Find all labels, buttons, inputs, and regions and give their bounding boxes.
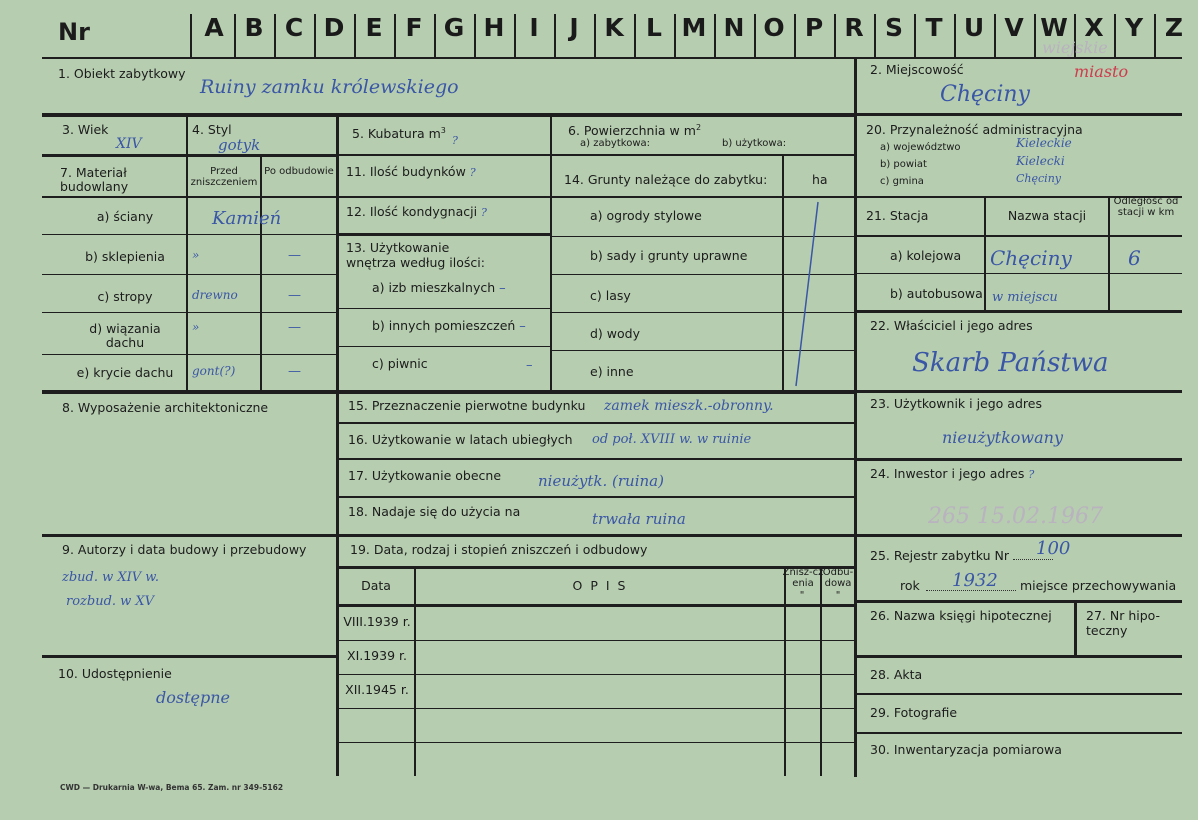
ksiega-label: 26. Nazwa księgi hipotecznej [870,608,1052,623]
rule-21c [856,273,1182,274]
wyposazenie-label: 8. Wyposażenie architektoniczne [62,400,269,415]
material-after-value: — [288,320,301,335]
zniszczenia-date: VIII.1939 r. [343,614,411,629]
vline-26-27 [1074,600,1077,658]
letter-c: C [284,13,304,42]
material-label: 7. Materiał budowlany [60,165,129,194]
letter-e: E [365,13,383,42]
grunty-row-label: e) inne [590,364,634,379]
letter-divider [554,14,556,58]
material-after-value: — [288,364,301,379]
letter-b: B [244,13,264,42]
lata-value: od poł. XVIII w. w ruinie [592,432,752,447]
wlasciciel-label: 22. Właściciel i jego adres [870,318,1033,333]
letter-v: V [1004,13,1024,42]
letter-divider [434,14,436,58]
rule-26 [856,600,1182,603]
kolejowa-dist: 6 [1128,246,1141,270]
date-col-head: Data [361,578,391,593]
inwestor-label: 24. Inwestor i jego adres ? [870,466,1035,481]
zniszczenia-row-rule [338,708,854,709]
grunty-unit: ha [812,172,828,187]
inwestor-pencil: 265 15.02.1967 [928,504,1103,529]
grunty-row-label: c) lasy [590,288,631,303]
letter-divider [354,14,356,58]
letter-y: Y [1124,13,1144,42]
pomieszczenia-label: b) innych pomieszczeń – [372,318,526,334]
autorzy-label: 9. Autorzy i data budowy i przebudowy [62,542,307,557]
stacja-label: 21. Stacja [866,208,929,223]
letter-divider [794,14,796,58]
letter-n: N [723,13,745,42]
wiek-value: XIV [116,136,142,152]
kolejowa-name: Chęciny [990,246,1072,270]
budynki-label: 11. Ilość budynków ? [346,164,476,179]
od-col-quote: " [835,590,841,601]
rule-row9 [42,534,854,537]
rule-row3c [550,154,854,156]
material-row-rule [42,312,336,313]
gmina-value: Chęciny [1016,172,1061,185]
zniszczenia-row-rule [338,742,854,743]
rule-row2-right [856,113,1182,116]
grunty-row-label: a) ogrody stylowe [590,208,702,223]
rule-21b [856,235,1182,237]
grunty-row-label: d) wody [590,326,640,341]
letter-divider [714,14,716,58]
autobusowa-name: w miejscu [992,290,1058,305]
rule-29 [856,693,1182,695]
kolejowa-label: a) kolejowa [890,248,962,263]
lata-label: 16. Użytkowanie w latach ubiegłych [348,432,573,447]
letter-u: U [963,13,985,42]
zniszczenia-row-rule [338,640,854,641]
rule-23 [856,390,1182,393]
letter-divider [1034,14,1036,58]
rule-row4 [42,196,336,198]
vline-col4 [854,57,857,777]
gmina-label: c) gmina [880,176,924,187]
letter-o: O [763,13,785,42]
letter-x: X [1084,13,1104,42]
styl-value: gotyk [218,136,261,154]
udostepnienie-value: dostępne [156,688,230,707]
letter-divider [314,14,316,58]
styl-label: 4. Styl [192,122,232,137]
uzytkownik-value: nieużytkowany [942,428,1063,447]
letter-divider [634,14,636,58]
vline-col3 [550,116,552,390]
letter-f: F [405,13,423,42]
letter-divider [234,14,236,58]
printer-footer: CWD — Drukarnia W-wa, Bema 65. Zam. nr 349-5162 [60,783,284,792]
material-row-rule [42,354,336,355]
letter-h: H [483,13,505,42]
letter-d: D [323,13,345,42]
letter-divider [954,14,956,58]
letter-a: A [204,13,224,42]
rule-13a [336,308,550,309]
fotografie-label: 29. Fotografie [870,705,958,720]
rule-row10 [42,655,336,658]
obiekt-value: Ruiny zamku królewskiego [200,76,459,98]
uzytkownik-label: 23. Użytkownik i jego adres [870,396,1042,411]
letter-k: K [604,13,624,42]
rule-row3 [42,154,336,157]
rejestr-rok: 1932 [952,570,998,591]
rule-13b [336,346,550,347]
autobusowa-label: b) autobusowa [890,286,983,301]
letter-divider [994,14,996,58]
izby-label: a) izb mieszkalnych – [372,280,506,296]
letter-m: M [681,13,707,42]
zniszczenia-row-rule [338,674,854,675]
powierzchnia-a: a) zabytkowa: [580,138,650,149]
letter-z: Z [1164,13,1184,42]
rule-30 [856,732,1182,734]
rule-12 [336,233,550,236]
miejscowosc-label: 2. Miejscowość [870,62,964,77]
wojewodztwo-value: Kieleckie [1016,136,1072,150]
material-row-label: c) stropy [97,289,153,304]
material-after-value: — [288,248,301,263]
powiat-value: Kielecki [1016,154,1065,168]
rule-17 [336,458,854,460]
autorzy-line2: rozbud. w XV [66,594,155,609]
uzytkowanie-wnetrza-label: 13. Użytkowanie wnętrza według ilości: [346,240,485,270]
grunty-label: 14. Grunty należące do zabytku: [564,172,768,187]
rule-28 [856,655,1182,658]
rule-24 [856,458,1182,461]
letter-divider [474,14,476,58]
powiat-label: b) powiat [880,159,927,170]
zniszczenia-date: XI.1939 r. [347,648,407,663]
letter-divider [834,14,836,58]
miejscowosc-note: miasto [1074,62,1129,81]
letter-divider [874,14,876,58]
rejestr-place-label: miejsce przechowywania [1020,578,1177,593]
obiekt-label: 1. Obiekt zabytkowy [58,66,186,81]
letter-w: W [1040,13,1068,42]
material-before-value: gont(?) [192,364,236,378]
letter-divider [1154,14,1156,58]
material-after-value: — [288,288,301,303]
rule-top [42,57,1182,59]
wiek-label: 3. Wiek [62,122,109,137]
wojewodztwo-label: a) województwo [880,142,961,153]
material-row-rule [42,274,336,275]
kubatura-label: 5. Kubatura $m^3$ [352,126,446,142]
letter-divider [594,14,596,58]
rule-16 [336,422,854,424]
nr-label: Nr [58,18,90,46]
przeznaczenie-value: zamek mieszk.-obronny. [604,398,774,414]
material-row-label: e) krycie dachu [76,365,174,380]
przynaleznosc-label: 20. Przynależność administracyjna [866,122,1083,137]
rule-19-body [336,604,854,607]
obecne-label: 17. Użytkowanie obecne [348,468,502,483]
rule-25 [856,534,1182,537]
material-before-value: Kamień [212,208,282,229]
rule-row8 [42,390,854,394]
material-col-before: Przed zniszczeniem [190,166,258,188]
letter-divider [674,14,676,58]
letter-l: L [646,13,662,42]
hipoteczny-label: 27. Nr hipo-teczny [1086,608,1161,638]
od-col-head: Odbu-dowa [822,567,854,589]
annotation-wiejskie: wiejskie [1042,38,1108,57]
kubatura-value: ? [452,134,458,147]
material-col-after: Po odbudowie [264,166,334,177]
powierzchnia-label: 6. Powierzchnia w $m^2$ [568,123,702,139]
rejestr-label: 25. Rejestr zabytku Nr [870,548,1053,563]
stacja-dist-col: Odległość od stacji w km [1113,196,1179,218]
rule-row3b [336,154,550,156]
vline-19-date [414,566,416,776]
rule-18 [336,496,854,498]
letter-j: J [569,13,579,42]
material-row-label: d) wiązania dachu [89,321,161,350]
przeznaczenie-label: 15. Przeznaczenie pierwotne budynku [348,398,586,413]
rule-row2 [42,113,854,117]
inwentaryzacja-label: 30. Inwentaryzacja pomiarowa [870,742,1062,757]
letter-r: R [844,13,864,42]
vline-wiek-styl [186,116,188,156]
letter-divider [514,14,516,58]
rule-11 [336,196,550,198]
letter-p: P [804,13,824,42]
zniszczenia-date: XII.1945 r. [345,682,409,697]
zn-col-quote: " [799,590,805,601]
material-row-label: b) sklepienia [85,249,165,264]
nadaje-value: trwała ruina [592,510,686,528]
udostepnienie-label: 10. Udostępnienie [58,666,172,681]
material-row-rule [42,234,336,235]
letter-divider [394,14,396,58]
letter-i: I [529,13,539,42]
miejscowosc-value: Chęciny [940,82,1030,107]
piwnice-label: c) piwnic [372,356,428,371]
letter-t: T [925,13,943,42]
grunty-ha-mark [782,198,854,390]
rule-22 [856,310,1182,313]
rejestr-rok-label: rok [900,578,920,593]
material-before-value: » [192,320,200,334]
material-before-value: drewno [192,288,238,302]
zn-col-head: Znisz-czenia [782,567,824,589]
letter-s: S [884,13,903,42]
obecne-value: nieużytk. (ruina) [538,472,664,490]
grunty-row-label: b) sady i grunty uprawne [590,248,748,263]
rejestr-nr: 100 [1036,538,1071,559]
letter-divider [274,14,276,58]
kondygnacje-label: 12. Ilość kondygnacji ? [346,204,487,219]
header-divider [190,14,192,58]
piwnice-value: – [526,358,533,373]
material-before-value: » [192,248,200,262]
powierzchnia-b: b) użytkowa: [722,138,787,149]
letter-divider [754,14,756,58]
akta-label: 28. Akta [870,667,923,682]
zniszczenia-label: 19. Data, rodzaj i stopień zniszczeń i odbudowy [350,542,648,557]
opis-col-head: O P I S [572,578,628,593]
material-row-label: a) ściany [96,209,154,224]
autorzy-line1: zbud. w XIV w. [62,570,160,585]
stacja-name-col: Nazwa stacji [1007,208,1087,223]
wlasciciel-value: Skarb Państwa [912,348,1109,378]
nadaje-label: 18. Nadaje się do użycia na [348,504,521,519]
letter-divider [1114,14,1116,58]
letter-divider [914,14,916,58]
letter-g: G [443,13,465,42]
vline-col2 [336,116,339,776]
